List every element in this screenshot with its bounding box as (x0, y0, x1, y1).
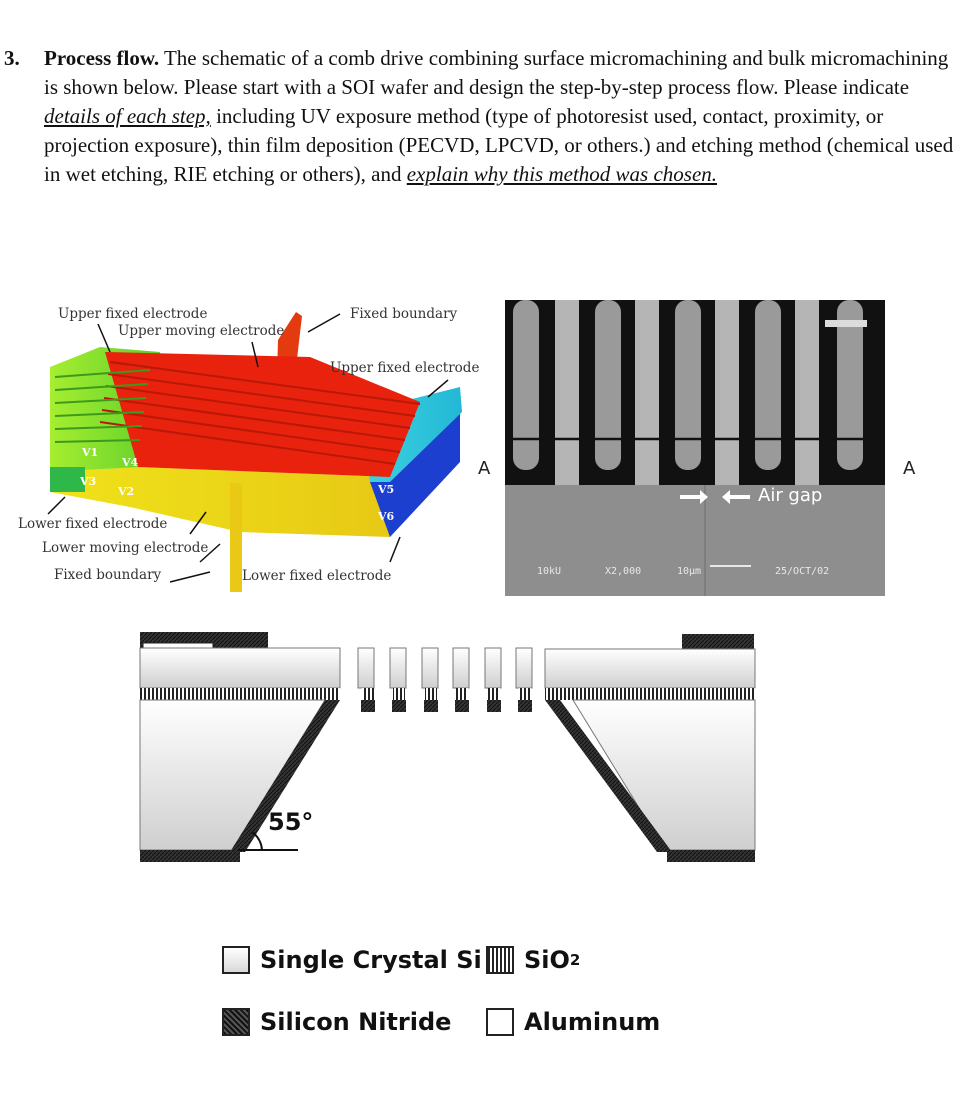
cross-section-figure (0, 620, 977, 880)
voltage-v4: V4 (122, 456, 139, 469)
question-emphasis-1: details of each step, (44, 104, 211, 128)
air-gap-label: Air gap (758, 485, 823, 506)
label-fixed-boundary-top: Fixed boundary (350, 306, 458, 322)
legend-swatch-sio2 (486, 946, 514, 974)
legend-label-si: Single Crystal Si (260, 946, 482, 974)
beam-nitride (361, 700, 532, 712)
voltage-v3: V3 (80, 475, 97, 488)
top-nitride-right (682, 634, 754, 649)
label-upper-moving-electrode: Upper moving electrode (118, 323, 285, 339)
legend-sio2 (486, 946, 580, 974)
bottom-nitride-right (667, 850, 755, 862)
device-si-left (140, 648, 340, 688)
voltage-v2: V2 (118, 485, 135, 498)
voltage-v1: V1 (82, 446, 99, 459)
bottom-nitride-left (140, 850, 240, 862)
legend-aluminum (486, 1008, 660, 1036)
question-emphasis-2: explain why this method was chosen. (406, 162, 718, 186)
label-lower-fixed-electrode-bottom: Lower fixed electrode (242, 568, 392, 584)
label-upper-fixed-electrode-left: Upper fixed electrode (58, 306, 208, 322)
cross-section-drawing (0, 620, 977, 880)
lower-fixed-boundary-fin (230, 482, 242, 592)
label-lower-fixed-electrode-left: Lower fixed electrode (18, 516, 168, 532)
comb-drive-3d-figure (10, 292, 480, 602)
oxide-right (545, 688, 755, 700)
question-text-2: including UV exposure method (type of photoresist used, contact, proximity, or projection exposure), thin film deposition (PECVD, LPCVD, or others.) and etching method (chemical used in wet etching, RIE etching or others), and (44, 104, 954, 186)
comb-beams (358, 648, 532, 688)
sem-magnification: X2,000 (605, 566, 642, 577)
legend-silicon-nitride (222, 1008, 451, 1036)
question-block (4, 44, 964, 189)
question-text-1: The schematic of a comb drive combining surface micromachining and bulk micromachining is shown below. Please start with a SOI wafer and design the step-by-step process flow. Please indicate (44, 46, 949, 99)
label-upper-fixed-electrode-right: Upper fixed electrode (330, 360, 480, 376)
legend-swatch-nitride (222, 1008, 250, 1036)
beam-oxide (362, 688, 531, 700)
sem-fingers (513, 300, 863, 485)
voltage-v6: V6 (378, 510, 395, 523)
legend-label-sio2: SiO (524, 946, 570, 974)
section-label-left: A (478, 458, 491, 479)
legend-label-nitride: Silicon Nitride (260, 1008, 452, 1036)
label-fixed-boundary-bottom: Fixed boundary (54, 567, 162, 583)
question-body (44, 44, 964, 189)
aluminum-pad (143, 643, 213, 648)
question-number: 3. (4, 46, 20, 70)
sem-micrograph (505, 300, 885, 596)
sem-kv: 10kU (537, 566, 562, 577)
legend-swatch-aluminum (486, 1008, 514, 1036)
sem-date: 25/OCT/02 (775, 566, 830, 577)
legend-swatch-si (222, 946, 250, 974)
angle-label: 55° (268, 808, 314, 836)
sem-drawing (505, 300, 885, 596)
oxide-left (140, 688, 340, 700)
voltage-v5: V5 (378, 483, 395, 496)
question-title: Process flow. (44, 46, 160, 70)
label-lower-moving-electrode: Lower moving electrode (42, 540, 209, 556)
device-si-right (545, 649, 755, 688)
legend-label-sio2-subscript: 2 (569, 951, 581, 969)
legend-label-aluminum: Aluminum (524, 1008, 661, 1036)
legend-single-crystal-si (222, 946, 482, 974)
sem-scale: 10µm (677, 566, 702, 577)
section-label-right: A (903, 458, 916, 479)
